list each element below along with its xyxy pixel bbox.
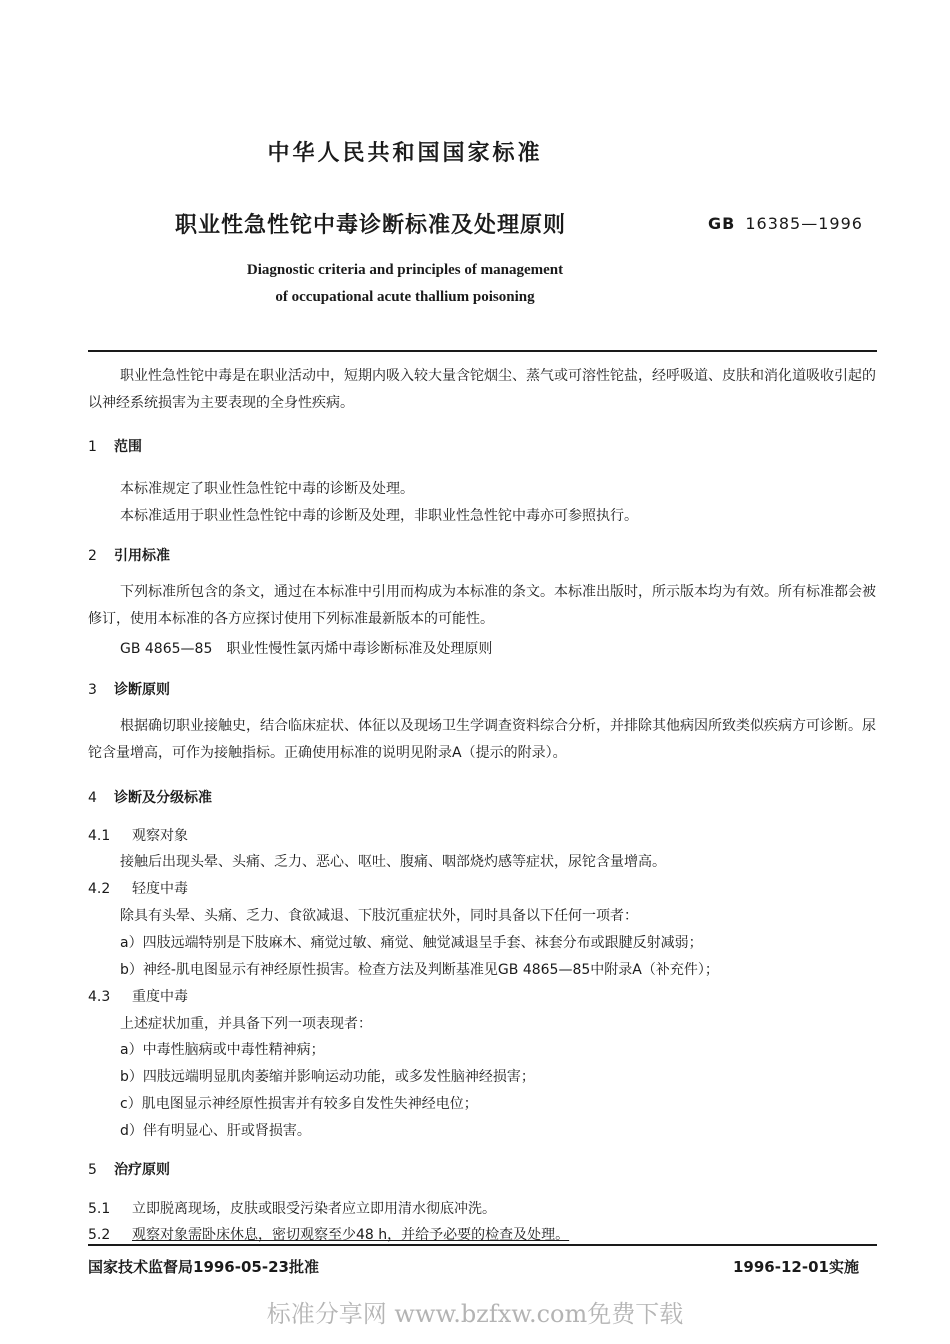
intro-paragraph: 职业性急性铊中毒是在职业活动中，短期内吸入较大量含铊烟尘、蒸气或可溶性铊盐，经呼吸道、皮肤和消化道吸收引起的以神经系统损害为主要表现的全身性疾病。 [88, 368, 876, 411]
effective-date: 1996-12-01实施 [733, 1258, 859, 1276]
section-1-heading [88, 436, 142, 456]
subsection-text: 立即脱离现场，皮肤或眼受污染者应立即用清水彻底冲洗。 [132, 1201, 496, 1217]
subsection-title: 观察对象 [132, 828, 188, 844]
s4-1-line-1: 接触后出现头晕、头痛、乏力、恶心、呕吐、腹痛、咽部烧灼感等症状，尿铊含量增高。 [120, 854, 666, 870]
subsection-number: 4.3 [88, 989, 111, 1005]
section-number: 3 [88, 682, 97, 698]
section-title: 引用标准 [114, 548, 170, 564]
country-standard-heading: 中华人民共和国国家标准 [267, 141, 543, 166]
s5-item-1 [88, 1198, 496, 1218]
section-title: 诊断原则 [114, 682, 170, 698]
s1-line-2: 本标准适用于职业性急性铊中毒的诊断及处理，非职业性急性铊中毒亦可参照执行。 [120, 508, 638, 524]
subsection-number: 5.2 [88, 1227, 111, 1243]
s4-3-item-c: c）肌电图显示神经原性损害并有较多自发性失神经电位； [120, 1096, 478, 1112]
subsection-title: 轻度中毒 [132, 881, 188, 897]
s4-3-item-b: b）四肢远端明显肌肉萎缩并影响运动功能，或多发性脑神经损害； [120, 1069, 535, 1085]
header-divider [88, 350, 877, 352]
watermark: 标准分享网 www.bzfxw.com免费下载 [266, 1300, 684, 1328]
section-title: 范围 [114, 439, 142, 455]
subsection-number: 5.1 [88, 1201, 111, 1217]
subsection-text: 观察对象需卧床休息，密切观察至少48 h，并给予必要的检查及处理。 [132, 1227, 570, 1243]
s5-item-2 [88, 1224, 569, 1244]
subsection-4-2-heading [88, 878, 188, 898]
section-title: 诊断及分级标准 [114, 790, 212, 806]
s4-2-line-1: 除具有头晕、头痛、乏力、食欲减退、下肢沉重症状外，同时具备以下任何一项者： [120, 908, 638, 924]
s2-paragraph: 下列标准所包含的条文，通过在本标准中引用而构成为本标准的条文。本标准出版时，所示版本均为有效。所有标准都会被修订，使用本标准的各方应探讨使用下列标准最新版本的可能性。 [88, 584, 876, 627]
section-5-heading [88, 1159, 170, 1179]
standard-prefix: GB [708, 214, 736, 233]
section-4-heading [88, 787, 212, 807]
s4-2-item-a: a）四肢远端特别是下肢麻木、痛觉过敏、痛觉、触觉减退呈手套、袜套分布或跟腱反射减弱； [120, 935, 703, 951]
s1-line-1: 本标准规定了职业性急性铊中毒的诊断及处理。 [120, 481, 414, 497]
section-title: 治疗原则 [114, 1162, 170, 1178]
document-title-en-line1: Diagnostic criteria and principles of management [246, 262, 564, 278]
section-2-heading [88, 545, 170, 565]
section-number: 4 [88, 790, 97, 806]
subsection-4-3-heading [88, 986, 188, 1006]
subsection-number: 4.2 [88, 881, 111, 897]
document-title-cn: 职业性急性铊中毒诊断标准及处理原则 [175, 213, 567, 238]
s3-paragraph: 根据确切职业接触史，结合临床症状、体征以及现场卫生学调查资料综合分析，并排除其他病因所致类似疾病方可诊断。尿铊含量增高，可作为接触指标。正确使用标准的说明见附录A（提示的附录）。 [88, 718, 876, 761]
document-title-en-line2: of occupational acute thallium poisoning [275, 289, 535, 305]
footer-divider [88, 1244, 877, 1246]
subsection-number: 4.1 [88, 828, 111, 844]
s4-2-item-b: b）神经-肌电图显示有神经原性损害。检查方法及判断基准见GB 4865—85中附录A（补充件）； [120, 962, 719, 978]
s2-reference: GB 4865—85 职业性慢性氯丙烯中毒诊断标准及处理原则 [120, 641, 493, 657]
subsection-4-1-heading [88, 825, 188, 845]
s4-3-item-d: d）伴有明显心、肝或肾损害。 [120, 1123, 311, 1139]
s4-3-line-1: 上述症状加重，并具备下列一项表现者： [120, 1016, 372, 1032]
standard-code: 16385—1996 [745, 214, 863, 233]
standard-number [708, 214, 863, 233]
section-number: 1 [88, 439, 97, 455]
approval-date: 国家技术监督局1996-05-23批准 [88, 1258, 319, 1276]
section-number: 2 [88, 548, 97, 564]
section-3-heading [88, 679, 170, 699]
s4-3-item-a: a）中毒性脑病或中毒性精神病； [120, 1042, 325, 1058]
section-number: 5 [88, 1162, 97, 1178]
subsection-title: 重度中毒 [132, 989, 188, 1005]
